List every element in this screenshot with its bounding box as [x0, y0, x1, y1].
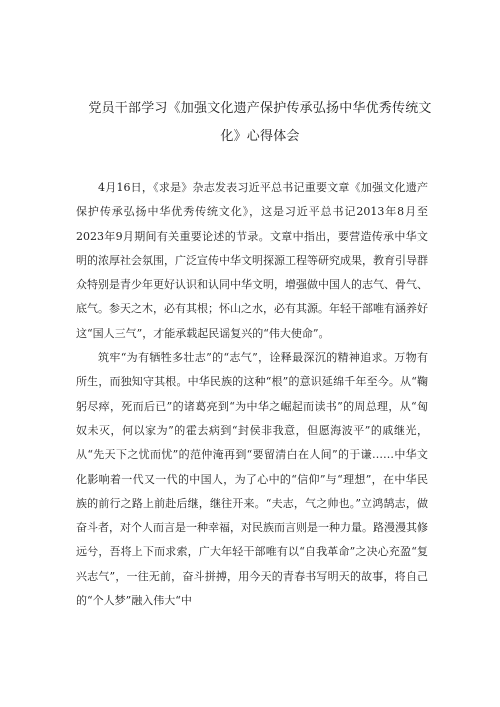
document-body	[76, 176, 428, 613]
document-title: 党员干部学习《加强文化遗产保护传承弘扬中华优秀传统文化》心得体会	[88, 101, 432, 144]
paragraph-ambition: 筑牢“为有牺牲多壮志”的“志气”，诠释最深沉的精神追求。万物有所生，而独知守其根。中华民族的这种“根”的意识延绵千年至今。从“鞠躬尽瘁，死而后已”的诸葛亮到“为中华之崛起而读书”的周总理，从“匈奴未灭，何以家为”的霍去病到“封侯非我意，但愿海波平”的戚继光，从“先天下之忧而忧”的范仲淹再到“要留清白在人间”的于谦……中华文化影响着一代又一代的中国人，为了心中的“信仰”与“理想”，在中华民族的前行之路上前赴后继，继往开来。“夫志，气之帅也。”立鸿鹄志，做奋斗者，对个人而言是一种幸福，对民族而言则是一种力量。路漫漫其修远兮，吾将上下而求索，广大年轻干部唯有以“自我革命”之决心充盈“复兴志气”，一往无前，奋斗拼搏，用今天的青春书写明天的故事，将自己的“个人梦”融入伟大“中	[76, 351, 428, 608]
paragraph-intro: 4月16日，《求是》杂志发表习近平总书记重要文章《加强文化遗产保护传承弘扬中华优秀传统文化》，这是习近平总书记2013年8月至2023年9月期间有关重要论述的节录。文章中指出，要营造传承中华文明的浓厚社会氛围，广泛宣传中华文明探源工程等研究成果，教育引导群众特别是青少年更好认识和认同中华文明，增强做中国人的志气、骨气、底气。参天之木，必有其根；怀山之水，必有其源。年轻干部唯有涵养好这“国人三气”，才能承载起民谣复兴的“伟大使命”。	[76, 181, 428, 340]
